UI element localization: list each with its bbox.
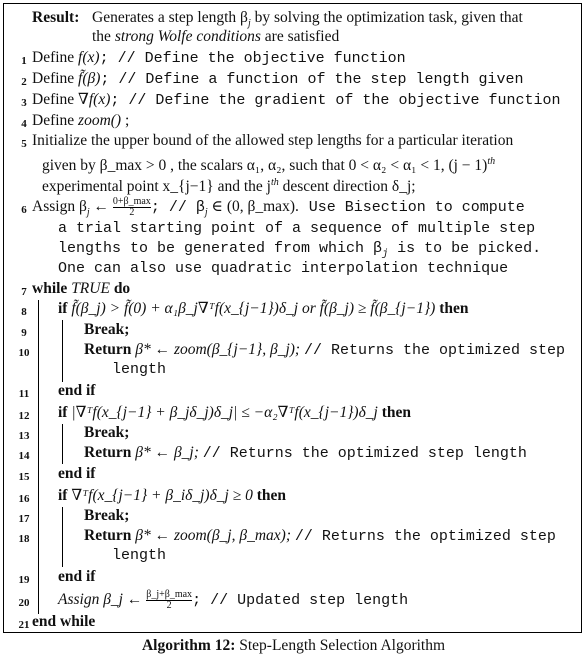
result-text-2: the strong Wolfe conditions are satisfied (92, 28, 340, 45)
if3-body-bar (62, 507, 63, 567)
while-body-bar (38, 300, 39, 614)
algorithm-caption: Algorithm 12: Step-Length Selection Algorithm (141, 637, 446, 654)
fraction-update: β_j+β_max 2 (146, 589, 193, 611)
if2-body-bar (62, 424, 63, 464)
if1-body-bar (62, 320, 63, 382)
result-text-1: Generates a step length $\beta_j$ by solving the optimization task, given that (92, 9, 523, 30)
fraction-bisection: 0+β_max 2 (112, 196, 151, 218)
algorithm-box: Result: Generates a step length $\beta_j$ by solving the optimization task, given that the strong Wolfe conditions are satisfied 1 Define f(x); // Define the objective function 2 Define f̃(β); // Define a function of the step length given 3 Define ∇f(x); // Define the gradient of the objective function 4 Define zoom() ; 5 Initialize the upper bound of the allowed step lengths for a particular iteration given by β_max > 0 , the scalars α₁, α₂, such that 0 < α₂ < α₁ < 1, $(j - 1)^{th}$ experimental point x_{j−1} and the $j^{th}$ descent direction δ_j; 6 Assign $\beta_j$ ← 0+β_max 2 ; // $\beta_j$ ∈ (0, β_max). Use Bisection to compute a trial starting point of a sequence of multiple step lengths to be generated from which $\beta_j$ is to be picked. One can also use quadratic interpolation technique 7 while TRUE do 8 if f̃(β_j) > f̃(0) + α₁β_j∇ᵀf(x_{j−1})δ_j or f̃(β_j) ≥ f̃(β_{j−1}) then 9 Break; 10 Return β* ← zoom(β_{j−1}, β_j); // Returns the optimized step length 11 end if 12 if |∇ᵀf(x_{j−1} + β_jδ_j)δ_j| ≤ −α₂∇ᵀf(x_{j−1})δ_j then 13 Break; 14 Return β* ← β_j; // Returns the optimized step length 15 end if 16 if ∇ᵀf(x_{j−1} + β_iδ_j)δ_j ≥ 0 then 17 Break; 18 Return β* ← zoom(β_j, β_max); // Returns the optimized step length 19 end if 20 Assign β_j ← β_j+β_max 2 ; // Updated step length 21 end while (3, 3, 582, 633)
result-label: Result: (32, 9, 80, 26)
